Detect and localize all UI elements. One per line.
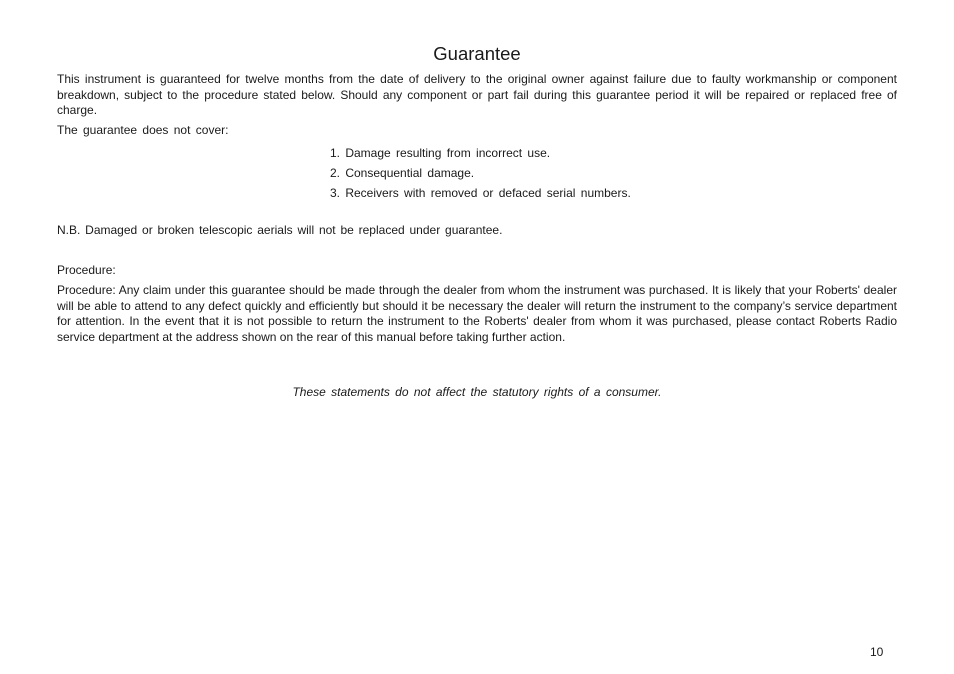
not-covered-heading: The guarantee does not cover:	[57, 123, 229, 137]
page-number: 10	[870, 645, 884, 659]
exclusion-item: 3. Receivers with removed or defaced serial numbers.	[330, 186, 631, 200]
guarantee-intro-paragraph: This instrument is guaranteed for twelve months from the date of delivery to the original owner against failure due to faulty workmanship or component breakdown, subject to the procedure stated below. Should any component or part fail during this guarantee period it will be repaired or replaced free of charge.	[57, 72, 897, 117]
procedure-label: Procedure:	[57, 263, 116, 277]
procedure-paragraph: Procedure: Any claim under this guarantee should be made through the dealer from whom the instrument was purchased. It is likely that your Roberts' dealer will be able to attend to any defect quickly and efficiently but should it be necessary the dealer will return the instrument to the company’s service department for attention. In the event that it is not possible to return the instrument to the Roberts' dealer from whom it was purchased, please contact Roberts Radio service department at the address shown on the rear of this manual before taking further action.	[57, 283, 897, 344]
exclusion-item: 1. Damage resulting from incorrect use.	[330, 146, 551, 160]
exclusion-item: 2. Consequential damage.	[330, 166, 475, 180]
nb-note: N.B. Damaged or broken telescopic aerials will not be replaced under guarantee.	[57, 223, 503, 237]
page-title: Guarantee	[433, 43, 521, 64]
exclusions-list	[330, 143, 631, 203]
statutory-rights-disclaimer: These statements do not affect the statutory rights of a consumer.	[292, 385, 662, 399]
